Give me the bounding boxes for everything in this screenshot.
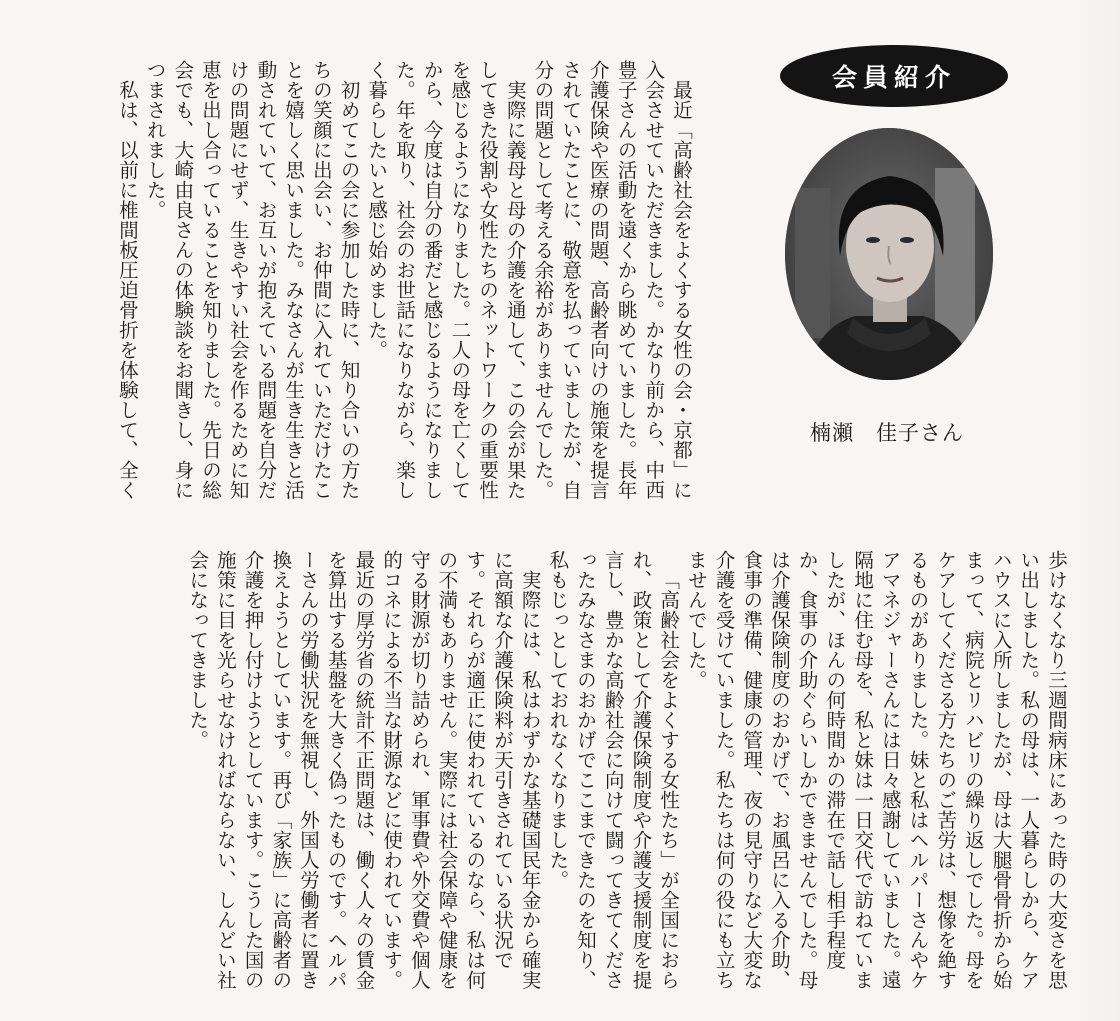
paragraph: 最近「高齢社会をよくする女性の会・京都」に入会させていただきました。かなり前から、中西豊子さんの活動を遠くから眺めていました。長年介護保険や医療の問題、高齢者向けの施策を提言されていたことに、敬意を払っていましたが、自分の問題として考える余裕がありませんでした。 bbox=[531, 60, 693, 500]
paragraph: 私は、以前に椎間板圧迫骨折を体験して、全く bbox=[115, 79, 139, 500]
article-upper-section bbox=[85, 60, 695, 515]
member-portrait bbox=[785, 128, 993, 380]
page-edge-shadow bbox=[1072, 0, 1120, 1021]
member-name-caption: 楠瀬 佳子さん bbox=[810, 421, 964, 445]
paragraph: 実際に義母と母の介護を通して、この会が果たしてきた役割や女性たちのネットワークの重要性を感じるようになりました。二人の母を亡くしてから、今度は自分の番だと感じるようになりました。年を取り、社会のお世話になりながら、楽しく暮らしたいと感じ始めました。 bbox=[365, 60, 527, 500]
article-lower-section bbox=[85, 550, 1070, 1005]
section-heading-label: 会員紹介 bbox=[831, 63, 956, 92]
paragraph: 歩けなくなり三週間病床にあった時の大変さを思い出しました。私の母は、一人暮らしから、ケアハウスに入所しましたが、母は大腿骨骨折から始まって、病院とリハビリの繰り返しでした。母をケアしてくださる方たちのご苦労は、想像を絶するものがありました。妹と私はヘルパーさんやケアマネジャーさんには日々感謝していました。遠隔地に住む母を、私と妹は一日交代で訪ねていましたが、ほんの何時間かの滞在で話し相手程度か、食事の介助ぐらいしかできませんでした。母は介護保険制度のおかげで、お風呂に入る介助、食事の準備、健康の管理、夜の見守りなど大変な介護を受けていました。私たちは何の役にも立ちませんでした。 bbox=[684, 550, 1068, 990]
paragraph: 実際には、私はわずかな基礎国民年金から確実に高額な介護保険料が天引きされている状況です。それらが適正に使われているのなら、私は何の不満もありません。実際には社会保障や健康を守る財源が切り詰められ、軍事費や外交費や個人的コネによる不当な財源などに使われています。最近の厚労省の統計不正問題は、働く人々の賃金を算出する基盤を大きく偽ったものです。ヘルパーさんの労働状況を無視し、外国人労働者に置き換えようとしています。再び「家族」に高齢者の介護を押し付けようとしています。こうした国の施策に目を光らせなければならない、しんどい社会になってきました。 bbox=[186, 550, 542, 990]
section-heading-badge bbox=[780, 45, 1008, 107]
paragraph: 初めてこの会に参加した時に、知り合いの方たちの笑顔に出会い、お仲間に入れていただけたことを嬉しく思いました。みなさんが生き生きと活動されていて、お互いが抱えている問題を自分だけの問題にせず、生きやすい社会を作るために知恵を出し合っていることを知りました。先日の総会でも、大崎由良さんの体験談をお聞きし、身につまされました。 bbox=[143, 60, 361, 500]
paragraph: 「高齢社会をよくする女性たち」が全国におられ、政策として介護保険制度や介護支援制度を提言し、豊かな高齢社会に向けて闘ってきてくださったみなさまのおかげでここまできたのを知り、私もじっとしておれなくなりました。 bbox=[546, 550, 681, 990]
